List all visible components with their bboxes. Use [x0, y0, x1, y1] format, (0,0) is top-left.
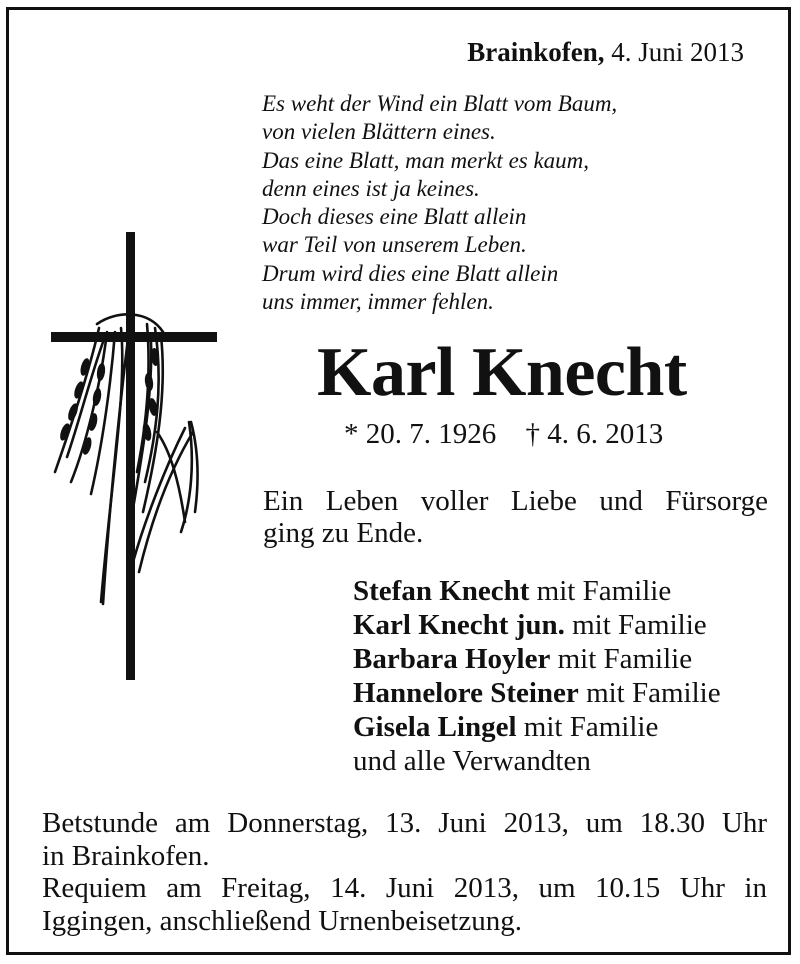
service-line: Iggingen, anschließend Urnenbeisetzung.	[42, 904, 522, 937]
mourner-suffix: mit Familie	[578, 677, 721, 709]
poem-line: war Teil von unserem Leben.	[262, 232, 527, 258]
mourner	[353, 676, 721, 710]
tribute-line: ging zu Ende.	[263, 517, 424, 549]
mourner	[353, 710, 721, 744]
mourner-suffix: mit Familie	[516, 711, 659, 743]
deceased-name: Karl Knecht	[317, 334, 687, 411]
poem-line: Es weht der Wind ein Blatt vom Baum,	[262, 91, 618, 116]
poem-line: Doch dieses eine Blatt allein	[262, 204, 527, 230]
service-line: Requiem am Freitag, 14. Juni 2013, um 10.15 Uhr in	[42, 872, 767, 904]
cross-with-wheat-icon	[39, 232, 219, 682]
mourner	[353, 608, 721, 642]
mourner-suffix: mit Familie	[564, 609, 707, 641]
mourners-list	[353, 574, 721, 778]
mourners-closing: und alle Verwandten	[353, 745, 591, 777]
tribute-line: Ein Leben voller Liebe und Fürsorge	[263, 485, 768, 517]
service-info	[42, 807, 767, 937]
life-dates	[344, 418, 663, 451]
mourner-name: Stefan Knecht	[353, 575, 530, 607]
death-date: † 4. 6. 2013	[525, 418, 664, 450]
poem-line: Drum wird dies eine Blatt allein	[262, 260, 559, 286]
mourner-suffix: mit Familie	[529, 575, 672, 607]
mourner-name: Barbara Hoyler	[353, 643, 551, 675]
notice-date: 4. Juni 2013	[611, 37, 744, 67]
poem-line: denn eines ist ja keines.	[262, 175, 480, 201]
poem	[262, 90, 617, 316]
place-date	[467, 37, 744, 68]
mourner	[353, 574, 721, 608]
mourner-suffix: mit Familie	[550, 643, 693, 675]
place: Brainkofen,	[467, 37, 605, 67]
obituary-frame	[6, 7, 791, 955]
service-line: Betstunde am Donnerstag, 13. Juni 2013, um 18.30 Uhr	[42, 807, 767, 839]
poem-line: Das eine Blatt, man merkt es kaum,	[262, 147, 590, 173]
tribute-text	[263, 485, 768, 549]
mourner-name: Karl Knecht jun.	[353, 609, 565, 641]
poem-line: von vielen Blättern eines.	[262, 119, 496, 145]
poem-line: uns immer, immer fehlen.	[262, 289, 494, 315]
mourner	[353, 642, 721, 676]
mourner-name: Hannelore Steiner	[353, 677, 579, 709]
mourner-name: Gisela Lingel	[353, 711, 517, 743]
birth-date: * 20. 7. 1926	[344, 418, 497, 450]
service-line: in Brainkofen.	[42, 839, 210, 872]
